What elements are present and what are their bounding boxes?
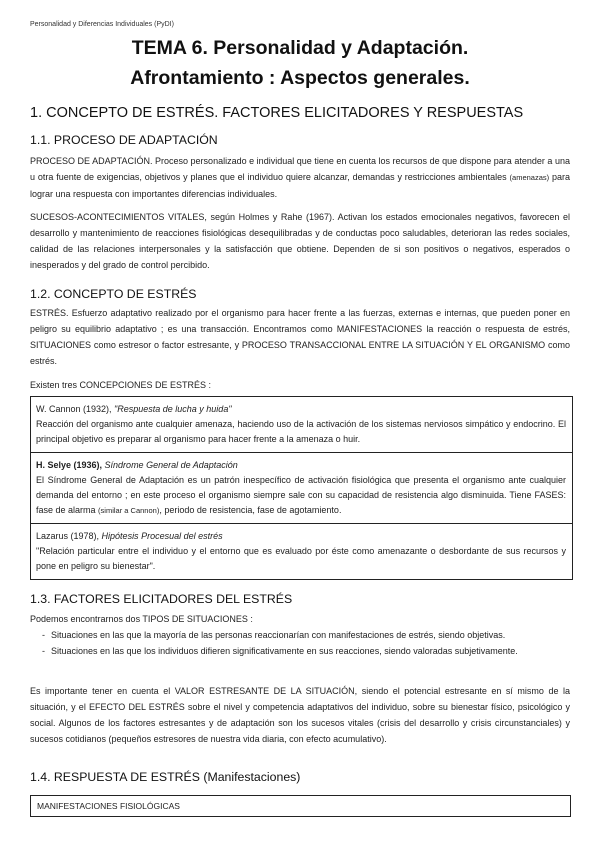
adaptation-process-paragraph: PROCESO DE ADAPTACIÓN. Proceso personalizado e individual que tiene en cuenta los recursos de que dispone para atender a una u otra fuente de exigencias, objetivos y planes que el individuo quiere alcanzar, demandas y restricciones ambientales (amenazas) para lograr una respuesta con importantes diferencias individuales. bbox=[30, 156, 570, 199]
stress-value-paragraph: Es importante tener en cuenta el VALOR ESTRESANTE DE LA SITUACIÓN, siendo el potencial estresante en sí mismo de la situación, y el EFECTO DEL ESTRÉS sobre el nivel y competencia adaptativos del individuo, sobre su bienestar físico, psicológico y social. Algunos de los factores estresantes y de adaptación son los sucesos vitales (crisis del desarrollo y crisis circunstanciales) y sucesos cotidianos (pequeños estresores de nuestra vida diaria, con efecto acumulativo). bbox=[30, 686, 570, 744]
conception-description: "Relación particular entre el individuo y el entorno que es evaluado por éste como amenazante o desbordante de sus recursos y pone en peligro su bienestar". bbox=[36, 546, 566, 571]
section-1-4-heading: 1.4. RESPUESTA DE ESTRÉS (Manifestaciones) bbox=[30, 770, 301, 784]
conception-author: H. Selye (1936), bbox=[36, 460, 105, 470]
conception-author: Lazarus (1978), bbox=[36, 531, 102, 541]
list-item: - Situaciones en las que los individuos difieren significativamente en sus reacciones, siendo valoradas subjetivamente. bbox=[42, 646, 518, 656]
running-header: Personalidad y Diferencias Individuales (PyDI) bbox=[30, 21, 174, 28]
conception-author: W. Cannon (1932), bbox=[36, 404, 115, 414]
situation-types-list bbox=[44, 627, 570, 659]
list-item: - Situaciones en las que la mayoría de las personas reaccionarían con manifestaciones de estrés, siendo objetivas. bbox=[42, 630, 506, 640]
stress-concept-paragraph: ESTRÉS. Esfuerzo adaptativo realizado por el organismo para hacer frente a las fuerzas, externas e internas, que pueden poner en peligro su equilibrio adaptativo ; es una transacción. Encontramos como MANIFESTACIONES la reacción o respuesta de estrés, SITUACIONES como estresor o factor estresante, y PROCESO TRANSACCIONAL ENTRE LA SITUACIÓN Y EL ORGANISMO como estrés. bbox=[30, 308, 570, 366]
conception-box-cannon bbox=[31, 397, 572, 453]
stress-conceptions-table bbox=[30, 396, 573, 580]
section-1-heading: 1. CONCEPTO DE ESTRÉS. FACTORES ELICITADORES Y RESPUESTAS bbox=[30, 105, 524, 121]
section-1-1-heading: 1.1. PROCESO DE ADAPTACIÓN bbox=[30, 133, 218, 147]
section-1-3-heading: 1.3. FACTORES ELICITADORES DEL ESTRÉS bbox=[30, 592, 293, 606]
conception-box-lazarus bbox=[31, 524, 572, 579]
life-events-paragraph: SUCESOS-ACONTECIMIENTOS VITALES, según Holmes y Rahe (1967). Activan los estados emocionales negativos, favorecen el desarrollo y mantenimiento de reacciones fisiológicas desequilibradas y de conductas poco saludables, deterioran las redes sociales, calidad de las relaciones interpersonales y la satisfacción que obtiene. Dependen de si son positivos o negativos, esperados o inesperados y del grado de control percibido. bbox=[30, 212, 570, 270]
conceptions-lead: Existen tres CONCEPCIONES DE ESTRÉS : bbox=[30, 380, 212, 390]
conception-description: El Síndrome General de Adaptación es un patrón inespecífico de activación fisiológica que presenta el organismo ante cualquier demanda del entorno ; en este proceso el organismo siempre sale con su capacidad de resistencia algo disminuida. Tiene FASES: fase de alarma (similar a Cannon), periodo de resistencia, fase de agotamiento. bbox=[36, 475, 566, 515]
conception-title: Síndrome General de Adaptación bbox=[104, 460, 238, 470]
situation-types-lead: Podemos encontrarnos dos TIPOS DE SITUACIONES : bbox=[30, 614, 253, 624]
physiological-manifestations-box: MANIFESTACIONES FISIOLÓGICAS bbox=[30, 795, 571, 817]
conception-description: Reacción del organismo ante cualquier amenaza, haciendo uso de la activación de los sistemas nerviosos simpático y endocrino. El principal objetivo es preparar al organismo para hacer frente a la amenaza o huir. bbox=[36, 419, 566, 444]
section-1-2-heading: 1.2. CONCEPTO DE ESTRÉS bbox=[30, 287, 197, 301]
conception-title: "Respuesta de lucha y huida" bbox=[114, 404, 232, 414]
document-title-line-2: Afrontamiento : Aspectos generales. bbox=[130, 67, 470, 89]
conception-title: Hipótesis Procesual del estrés bbox=[101, 531, 223, 541]
conception-box-selye bbox=[31, 453, 572, 524]
document-title-line-1: TEMA 6. Personalidad y Adaptación. bbox=[131, 37, 469, 59]
